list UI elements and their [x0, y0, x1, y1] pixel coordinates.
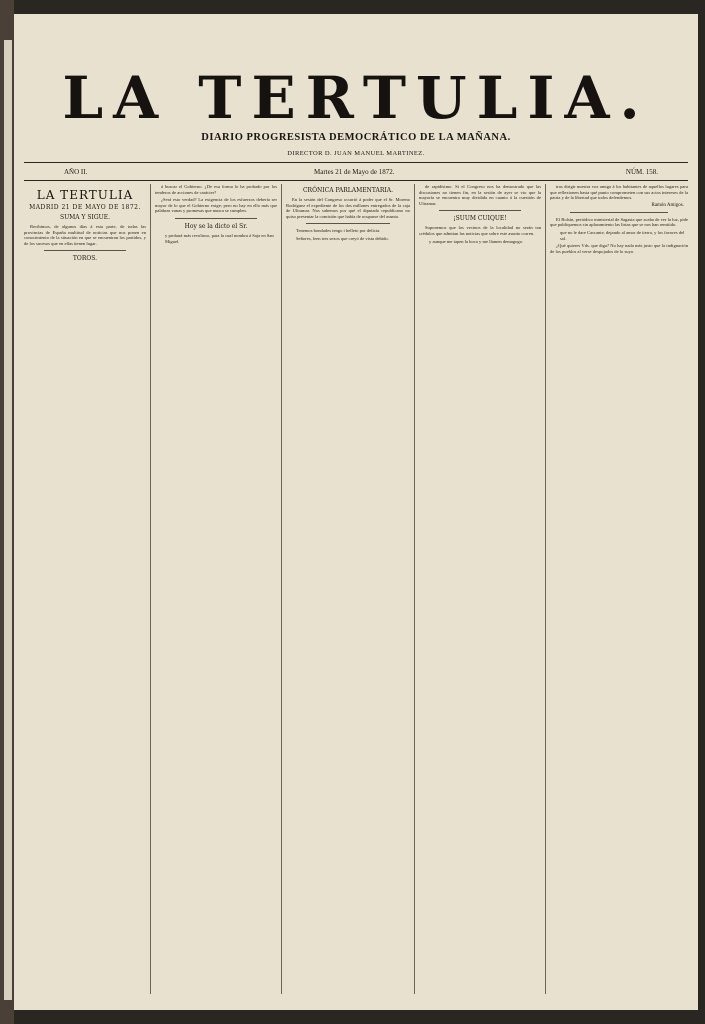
column-1-place: MADRID 21 DE MAYO DE 1872. — [29, 204, 141, 211]
column-1-section-2: TOROS. — [72, 255, 98, 263]
column-1 — [24, 184, 146, 994]
column-1-section: SUMA Y SIGUE. — [59, 214, 111, 221]
column-2-paragraph: ¿Será esto verdad? La exigencia de los esfuerzos debería ser mayor de lo que el Gobierno exige; pero no hay en ello más que palabras vanas y promesas que nunca se cumplen. — [155, 197, 277, 214]
column-2-verse: y probará más revoltoso, para la cual nombra á Saja en San Miguel. — [165, 232, 274, 244]
column-3-footer: Señores, leen tres sexos que creyó de vista debido. — [296, 235, 389, 241]
column-5-verse: que no le dare Cascante, dejando al amor de tierra, y los favores del sol. — [560, 229, 685, 241]
date-label: Martes 21 de Mayo de 1872. — [314, 168, 395, 176]
column-2-section: Hoy se la dicto el Sr. — [184, 222, 248, 230]
masthead-title: LA TERTULIA. — [62, 64, 650, 132]
column-5-paragraph: tras dirigir nuestra voz amiga á los habitantes de aquellos lugares para que reflexionen hasta qué punto comprometen con sus actos intereses de la patria y de la libertad que todos defendemos. — [550, 184, 688, 201]
column-3 — [286, 184, 410, 994]
column-1-paragraph: Recibimos, de algunos días á esta parte, de todas las provincias de España multitud de noticias que nos ponen en conocimiento de la situación en que se encuentran los partidos, y de los sucesos que en ellas tienen lugar. — [24, 224, 146, 246]
masthead-director: DIRECTOR D. JUAN MANUEL MARTINEZ. — [287, 150, 425, 157]
column-5 — [550, 184, 688, 994]
column-4-separator — [439, 210, 521, 211]
column-5-paragraph-3: ¿Qué quieres Vds. que diga? No hay nada más justo que la indignación de los pueblos al verse despojados de lo suyo. — [550, 243, 688, 254]
column-divider — [545, 184, 546, 994]
column-divider — [281, 184, 282, 994]
book-spine — [0, 0, 14, 1024]
column-2-separator — [175, 218, 257, 219]
column-4-paragraph: de rapidísimo. Si el Congreso nos ha demostrado que las discusiones no tienen fin, en la sesión de ayer se vio que la mayoría se encuentra muy dividida en cuanto á la cuestión de Ultramar. — [419, 184, 541, 206]
column-3-paragraph: En la sesión del Congreso ocurrió á poder que el Sr. Moreno Rodríguez el expediente de los dos millones entregados de la caja de Ultramar. Nos sabemos por qué el diputado republicano no quiso presentar la comisión que había de ocuparse del asunto. — [286, 197, 410, 219]
column-2-intro: á buscar el Gobierno. ¿De esa forma lo ha probado por los tenderos de acciones de carácter? — [155, 184, 277, 195]
masthead-subtitle: DIARIO PROGRESISTA DEMOCRÁTICO DE LA MAÑANA. — [201, 132, 511, 143]
column-3-separator — [306, 223, 390, 224]
column-1-separator — [44, 250, 126, 251]
column-3-verse: Tenemos bondades tengo i helleto por delicia. — [296, 228, 381, 234]
top-rule — [24, 162, 688, 163]
dateline — [24, 165, 688, 179]
column-1-heading: LA TERTULIA — [36, 188, 134, 202]
column-2 — [155, 184, 277, 994]
column-5-paragraph-2: El Bolsín, periódico ministerial de Sagasta que acaba de ver la luz, pide que publiquemos sin aplazamiento las listas que se nos han remitido. — [550, 216, 688, 228]
column-5-signature: Ramón Amigos. — [651, 202, 684, 208]
column-4-section: ¡SUUM CUIQUE! — [453, 215, 507, 223]
issue-number: NÚM. 158. — [625, 168, 658, 176]
column-5-separator — [570, 212, 668, 213]
newspaper-page — [14, 14, 698, 1010]
column-4 — [419, 184, 541, 994]
column-3-heading: CRÓNICA PARLAMENTARIA. — [302, 187, 394, 194]
column-4-verse: y aunque me tapen la boca y me llamen demagogo. — [429, 238, 524, 244]
year-label: AÑO II. — [64, 168, 88, 176]
spine-edge — [4, 40, 12, 1000]
column-4-paragraph-2: Suponemos que los vecinos de la localidad no serán tan crédulos que admitan las noticias que sobre este asunto corren. — [419, 225, 541, 236]
column-divider — [150, 184, 151, 994]
column-divider — [414, 184, 415, 994]
dateline-rule — [24, 180, 688, 181]
